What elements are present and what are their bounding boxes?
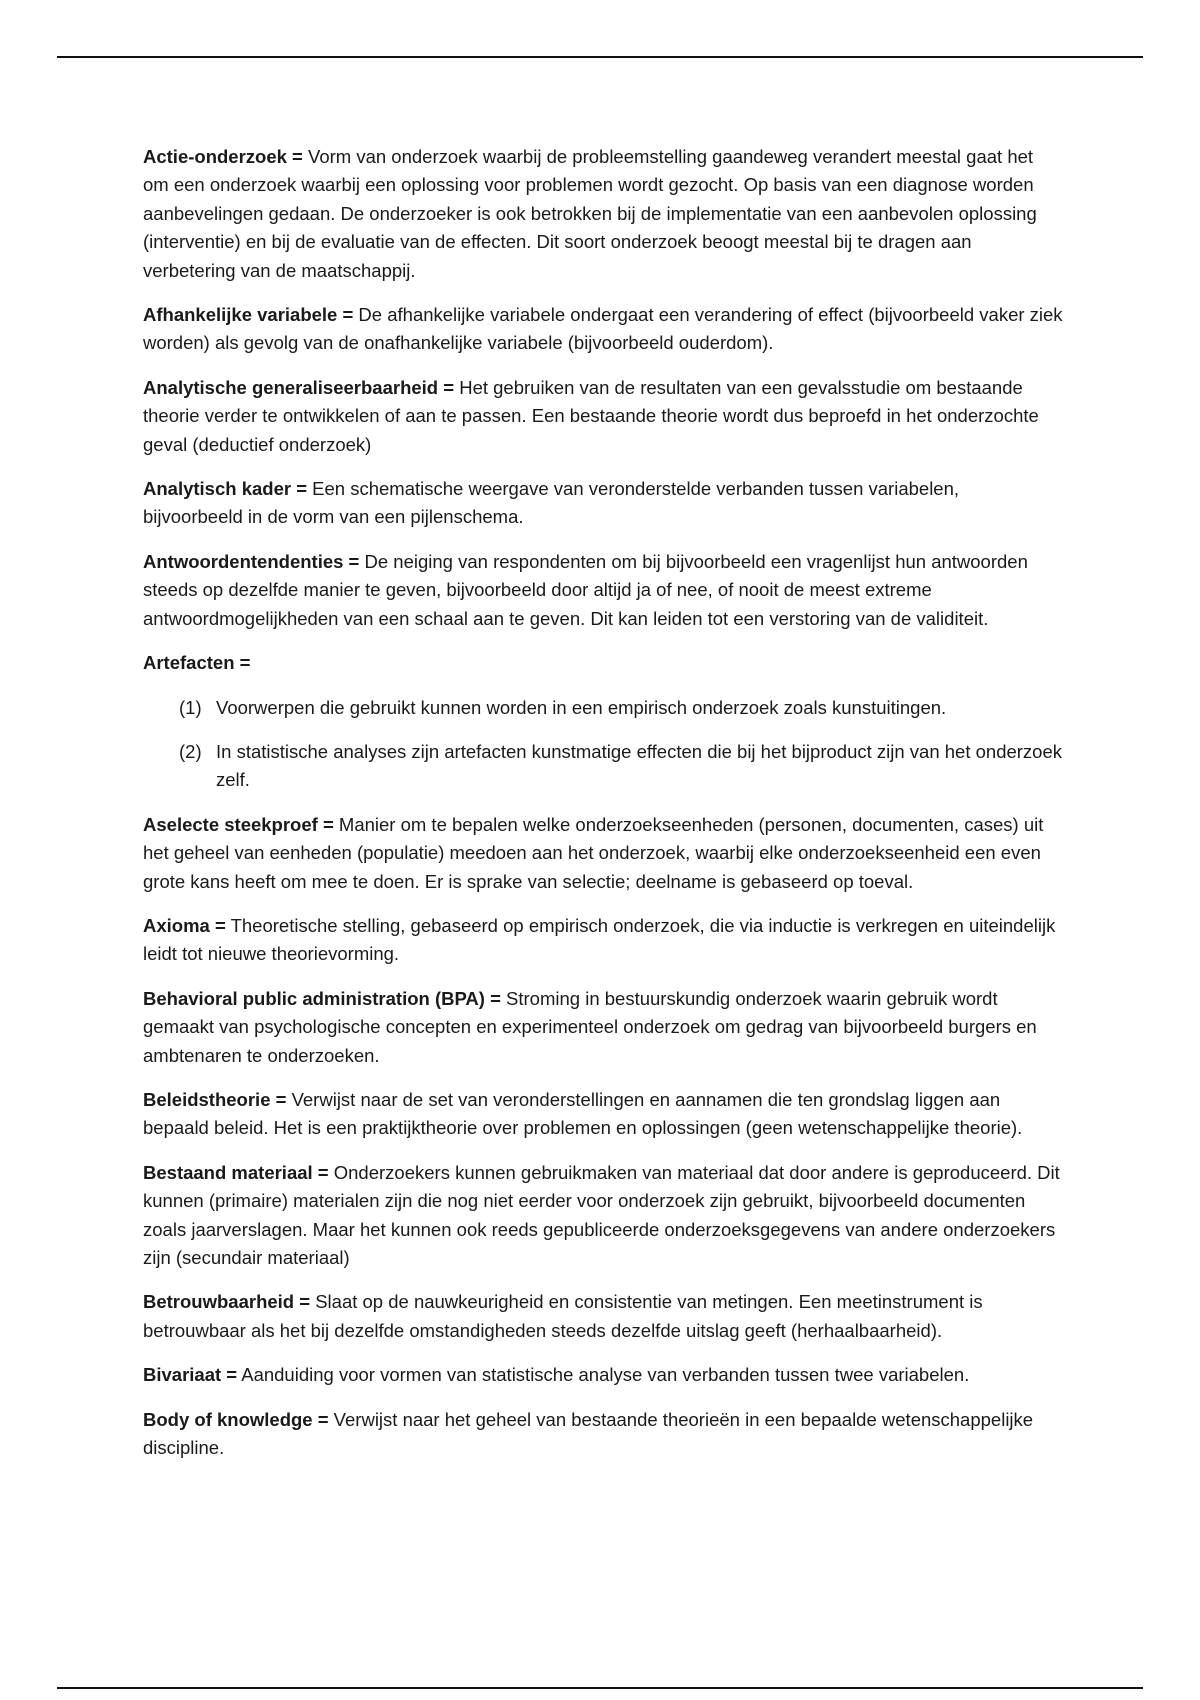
entry-definition: Vorm van onderzoek waarbij de probleemstelling gaandeweg verandert meestal gaat het om een onderzoek waarbij een oplossing voor problemen wordt gezocht. Op basis van een diagnose worden aanbevelingen gedaan. De onderzoeker is ook betrokken bij de implementatie van een aanbevolen oplossing (interventie) en bij de evaluatie van de effecten. Dit soort onderzoek beoogt meestal bij te dragen aan verbetering van de maatschappij. [143,146,1037,281]
artefacten-list [143,694,1063,795]
list-item-number: (1) [179,696,202,718]
entry-definition: De afhankelijke variabele ondergaat een verandering of effect (bijvoorbeeld vaker ziek worden) als gevolg van de onafhankelijke variabele (bijvoorbeeld ouderdom). [143,304,1063,354]
entry-definition: Verwijst naar de set van veronderstellingen en aannamen die ten grondslag liggen aan bepaald beleid. Het is een praktijktheorie over problemen en oplossingen (geen wetenschappelijke theorie). [143,1088,1023,1139]
entry-term: Axioma = [143,914,226,936]
list-item-text: Voorwerpen die gebruikt kunnen worden in een empirisch onderzoek zoals kunstuitingen. [216,696,947,718]
glossary-entry-afhankelijke-variabele [143,301,1063,358]
glossary-entry-betrouwbaarheid [143,1288,1063,1345]
entry-term: Afhankelijke variabele = [143,304,354,326]
entry-definition: Theoretische stelling, gebaseerd op empirisch onderzoek, die via inductie is verkregen en uiteindelijk leidt tot nieuwe theorievorming. [143,914,1056,965]
entry-term: Analytische generaliseerbaarheid = [143,376,455,398]
entry-definition: Manier om te bepalen welke onderzoekseenheden (personen, documenten, cases) uit het geheel van eenheden (populatie) meedoen aan het onderzoek, waarbij elke onderzoekseenheid een even grote kans heeft om mee te doen. Er is sprake van selectie; deelname is gebaseerd op toeval. [143,813,1044,892]
glossary-entry-analytisch-kader [143,475,1063,532]
glossary-entry-antwoordentendenties [143,548,1063,633]
entry-term: Body of knowledge = [143,1408,329,1430]
entry-definition: Stroming in bestuurskundig onderzoek waarin gebruik wordt gemaakt van psychologische concepten en experimenteel onderzoek om gedrag van bijvoorbeeld burgers en ambtenaren te onderzoeken. [143,987,1037,1066]
entry-term: Antwoordentendenties = [143,550,360,572]
entry-term: Aselecte steekproef = [143,813,334,835]
glossary-entry-aselecte-steekproef [143,811,1063,896]
glossary-entry-behavioral-public-administration [143,985,1063,1070]
entry-definition: Verwijst naar het geheel van bestaande theorieën in een bepaalde wetenschappelijke discipline. [143,1408,1034,1459]
entry-definition: Aanduiding voor vormen van statistische analyse van verbanden tussen twee variabelen. [237,1364,970,1386]
entry-term: Betrouwbaarheid = [143,1291,311,1313]
entry-term: Behavioral public administration (BPA) = [143,987,501,1009]
entry-definition: Een schematische weergave van veronderstelde verbanden tussen variabelen, bijvoorbeeld in de vorm van een pijlenschema. [143,478,960,528]
list-item-text: In statistische analyses zijn artefacten kunstmatige effecten die bij het bijproduct zijn van het onderzoek zelf. [216,740,1063,791]
footer-rule [57,1687,1143,1689]
entry-term: Beleidstheorie = [143,1088,287,1110]
entry-definition: Het gebruiken van de resultaten van een gevalsstudie om bestaande theorie verder te ontwikkelen of aan te passen. Een bestaande theorie wordt dus beproefd in het onderzochte geval (deductief onderzoek) [143,376,1039,455]
list-item [143,738,1063,795]
entry-term: Bivariaat = [143,1364,238,1386]
list-item [143,694,1063,722]
glossary-entry-bestaand-materiaal [143,1159,1063,1273]
glossary-entry-analytische-generaliseerbaarheid [143,374,1063,459]
entry-term: Artefacten = [143,652,251,674]
entry-term: Actie-onderzoek = [143,146,303,167]
glossary-entry-actie-onderzoek [143,143,1063,285]
glossary-entry-axioma [143,912,1063,969]
glossary-entry-bivariaat [143,1361,1063,1389]
entry-term: Analytisch kader = [143,478,308,500]
entry-definition: Onderzoekers kunnen gebruikmaken van materiaal dat door andere is geproduceerd. Dit kunnen (primaire) materialen zijn die nog niet eerder voor onderzoek zijn gebruikt, bijvoorbeeld documenten zoals jaarverslagen. Maar het kunnen ook reeds gepubliceerde onderzoeksgegevens van andere onderzoekers zijn (secundair materiaal) [143,1161,1060,1268]
glossary-entry-artefacten [143,649,1063,677]
glossary-entry-beleidstheorie [143,1086,1063,1143]
list-item-number: (2) [179,740,202,762]
entry-term: Bestaand materiaal = [143,1161,329,1183]
entry-definition: Slaat op de nauwkeurigheid en consistentie van metingen. Een meetinstrument is betrouwbaar als het bij dezelfde omstandigheden steeds dezelfde uitslag geeft (herhaalbaarheid). [143,1291,983,1341]
glossary-content [143,143,1063,1478]
entry-definition: De neiging van respondenten om bij bijvoorbeeld een vragenlijst hun antwoorden steeds op dezelfde manier te geven, bijvoorbeeld door altijd ja of nee, of nooit de meest extreme antwoordmogelijkheden van een schaal aan te geven. Dit kan leiden tot een verstoring van de validiteit. [143,550,1028,629]
header-rule [57,56,1143,58]
glossary-entry-body-of-knowledge [143,1406,1063,1463]
